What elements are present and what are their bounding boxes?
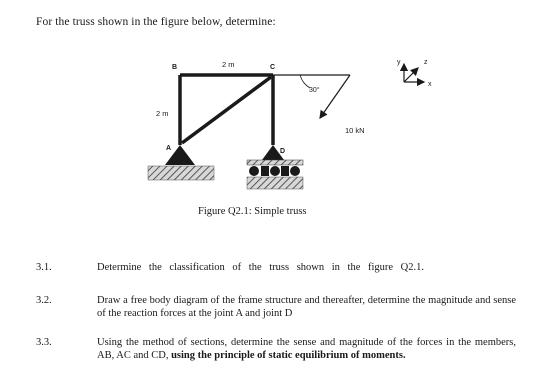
question-text bbox=[97, 337, 516, 362]
question-3-2 bbox=[36, 295, 516, 320]
ground-a bbox=[148, 166, 214, 180]
question-text-bold: using the principle of static equilibrium of moments. bbox=[171, 349, 406, 361]
roller-wheel-1 bbox=[249, 166, 259, 176]
question-text: Draw a free body diagram of the frame structure and thereafter, determine the magnitude and sense of the reaction forces at the joint A and joint D bbox=[97, 295, 516, 319]
node-label-a: A bbox=[166, 145, 172, 152]
dim-label-left: 2 m bbox=[156, 109, 169, 118]
axis-label-x: x bbox=[428, 81, 432, 88]
question-number: 3.1. bbox=[36, 262, 52, 273]
question-3-1 bbox=[36, 262, 516, 275]
intro-text: For the truss shown in the figure below, determine: bbox=[36, 16, 276, 28]
node-label-d: D bbox=[280, 148, 286, 155]
roller-wheel-3 bbox=[290, 166, 300, 176]
node-label-b: B bbox=[172, 64, 178, 71]
axis-label-z: z bbox=[424, 59, 428, 66]
question-text: Determine the classification of the truss shown in the figure Q2.1. bbox=[97, 262, 425, 273]
question-3-3 bbox=[36, 337, 516, 362]
figure-caption: Figure Q2.1: Simple truss bbox=[198, 206, 307, 217]
ground-d bbox=[247, 177, 303, 189]
member-ac bbox=[182, 77, 271, 143]
angle-label: 30° bbox=[309, 87, 320, 94]
question-text-plain: Using the method of sections, determine the sense and magnitude of the forces in the members, AB, AC and CD, bbox=[97, 337, 516, 361]
roller-wheel-2 bbox=[270, 166, 280, 176]
load-label: 10 kN bbox=[345, 126, 365, 135]
question-number: 3.3. bbox=[36, 337, 52, 348]
dim-label-top: 2 m bbox=[222, 60, 235, 69]
roller-plate bbox=[247, 160, 303, 165]
node-label-c: C bbox=[270, 64, 276, 71]
question-number: 3.2. bbox=[36, 295, 52, 306]
roller-block-1 bbox=[261, 166, 269, 176]
roller-block-2 bbox=[281, 166, 289, 176]
coordinate-axes-icon bbox=[404, 64, 424, 82]
load-arrow-slope bbox=[320, 75, 350, 118]
axis-label-y: y bbox=[397, 59, 401, 66]
